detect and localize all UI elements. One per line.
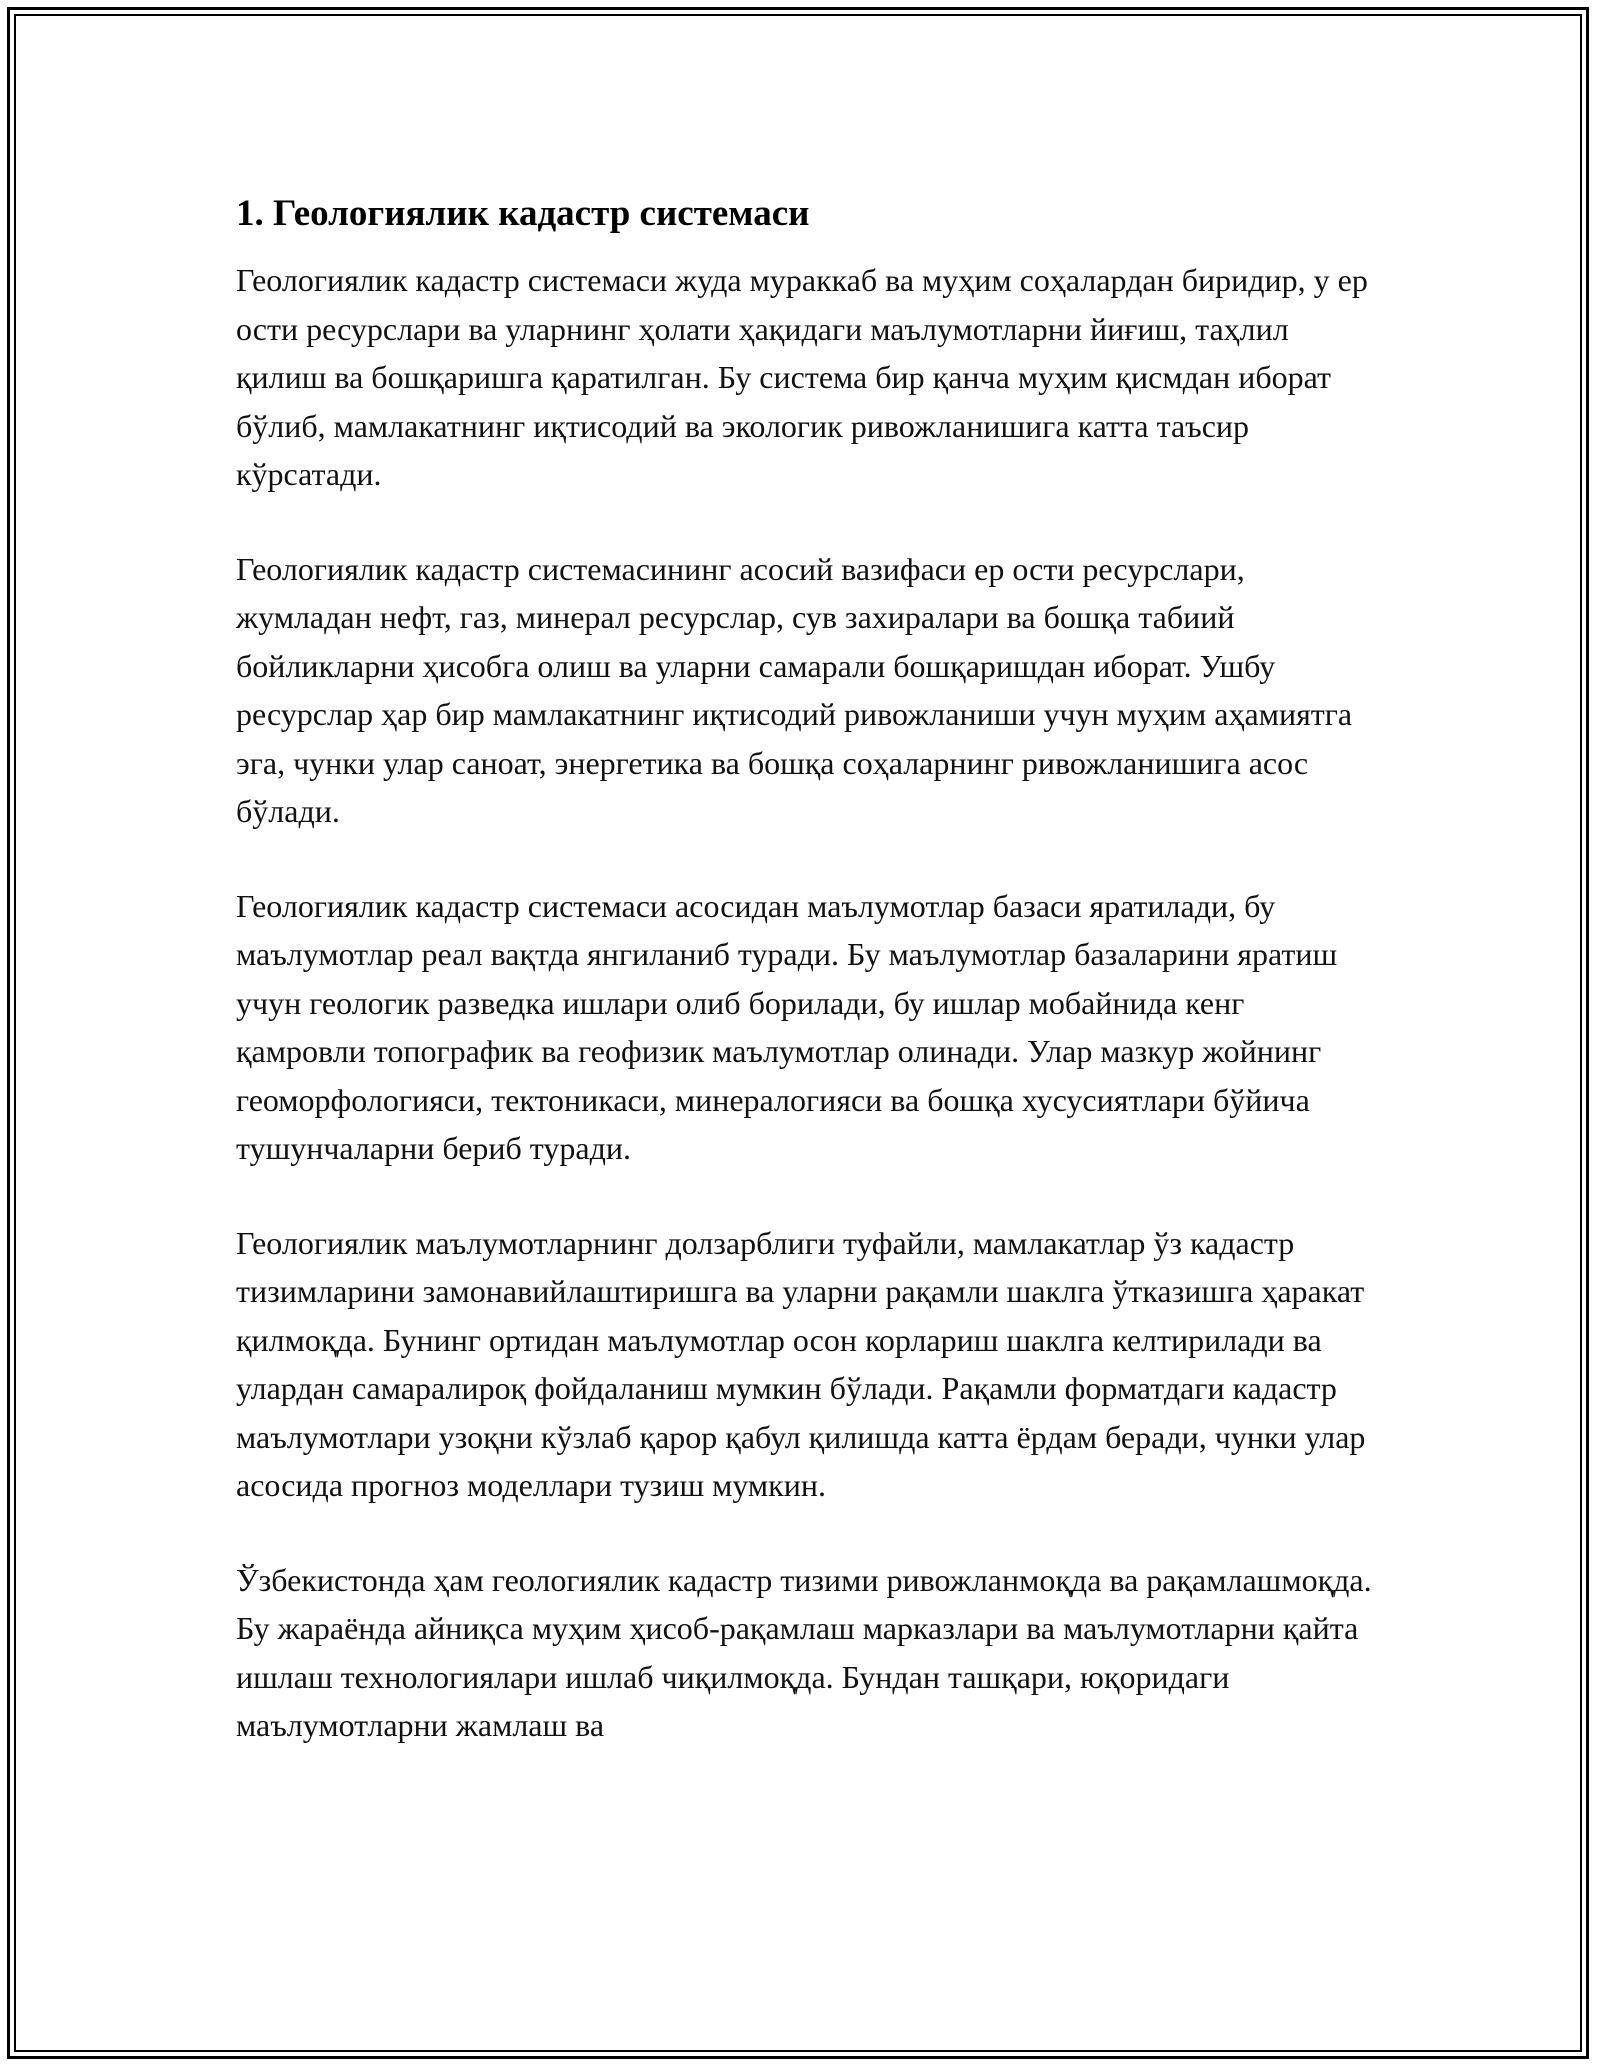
document-body — [236, 188, 1376, 1796]
section-heading: 1. Геологиялик кадастр системаси — [236, 193, 810, 234]
paragraph-1: Геологиялик кадастр системаси жуда мураккаб ва муҳим соҳалардан биридир, у ер ости ресурслари ва уларнинг ҳолати ҳақидаги маълумотларни йиғиш, таҳлил қилиш ва бошқаришга қаратилган. Бу система бир қанча муҳим қисмдан иборат бўлиб, мамлакатнинг иқтисодий ва экологик ривожланишига катта таъсир кўрсатади. — [236, 262, 1368, 492]
paragraph-4: Геологиялик маълумотларнинг долзарблиги туфайли, мамлакатлар ўз кадастр тизимларини замонавийлаштиришга ва уларни рақамли шаклга ўтказишга ҳаракат қилмоқда. Бунинг ортидан маълумотлар осон корлариш шаклга келтирилади ва улардан самаралироқ фойдаланиш мумкин бўлади. Рақамли форматдаги кадастр маълумотлари узоқни кўзлаб қарор қабул қилишда катта ёрдам беради, чунки улар асосида прогноз моделлари тузиш мумкин. — [236, 1224, 1366, 1503]
paragraph-5: Ўзбекистонда ҳам геологиялик кадастр тизими ривожланмоқда ва рақамлашмоқда. Бу жараёнда айниқса муҳим ҳисоб-рақамлаш марказлари ва маълумотларни қайта ишлаш технологиялари ишлаб чиқилмоқда. Бундан ташқари, юқоридаги маълумотларни жамлаш ва — [236, 1561, 1372, 1743]
paragraph-3: Геологиялик кадастр системаси асосидан маълумотлар базаси яратилади, бу маълумотлар реал вақтда янгиланиб туради. Бу маълумотлар базаларини яратиш учун геологик разведка ишлари олиб борилади, бу ишлар мобайнида кенг қамровли топографик ва геофизик маълумотлар олинади. Улар мазкур жойнинг геоморфологияси, тектоникаси, минералогияси ва бошқа хусусиятлари бўйича тушунчаларни бериб туради. — [236, 887, 1338, 1166]
paragraph-2: Геологиялик кадастр системасининг асосий вазифаси ер ости ресурслари, жумладан нефт, газ, минерал ресурслар, сув захиралари ва бошқа табиий бойликларни ҳисобга олиш ва уларни самарали бошқаришдан иборат. Ушбу ресурслар ҳар бир мамлакатнинг иқтисодий ривожланиши учун муҳим аҳамиятга эга, чунки улар саноат, энергетика ва бошқа соҳаларнинг ривожланишига асос бўлади. — [236, 550, 1353, 829]
